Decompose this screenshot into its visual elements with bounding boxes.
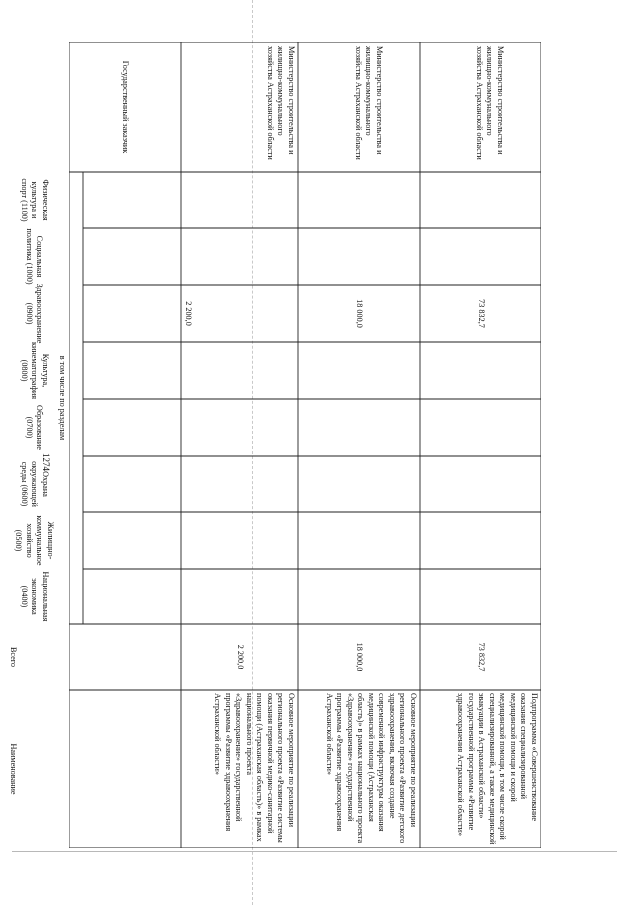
header-section-environment: Охрана окружающей среды (0600) xyxy=(19,461,50,507)
header-section-education: Образование (0700) xyxy=(25,405,45,450)
header-customer-cell xyxy=(69,42,181,172)
header-section-housing-cell xyxy=(0,512,83,569)
header-section-social-cell xyxy=(0,228,83,285)
table-row xyxy=(298,42,420,172)
row-health: 73 832,7 xyxy=(476,299,486,328)
header-section-culture-cell xyxy=(0,342,83,399)
row-customer: Министерство строительства и жилищно-коммунального хозяйства Астраханской области xyxy=(354,46,384,160)
row-customer: Министерство строительства и жилищно-коммунального хозяйства Астраханской области xyxy=(266,46,296,160)
row-total-cell xyxy=(298,624,420,690)
row-health: 2 200,0 xyxy=(184,301,194,326)
row-total: 2 200,0 xyxy=(235,644,245,670)
row-name: Подпрограмма «Совершенствование оказания специализированной медицинской помощи и скорой медицинской помощи, в том числе скорой специализированной, а также медицинской эвакуации в Астраханской области» государственной программы «Развитие здравоохранения Астраханской области» xyxy=(456,693,539,845)
header-section-economy-cell xyxy=(0,569,83,624)
table-row xyxy=(420,42,541,172)
header-section-health-cell xyxy=(0,285,83,342)
row-name: Основное мероприятие по реализации регионального проекта «Развитие детского здравоохранения, включая создание современной инфраструктуры оказания медицинской помощи (Астраханская область)» в рамках национального проекта «Здравоохранение» государственной программы «Развитие здравоохранения Астраханской области» xyxy=(325,693,418,844)
row-health-cell xyxy=(181,285,298,342)
scan-bottom-line xyxy=(12,851,617,852)
row-name-cell xyxy=(181,690,298,848)
row-customer: Министерство строительства и жилищно-коммунального хозяйства Астраханской области xyxy=(475,46,505,160)
row-total: 18 000,0 xyxy=(355,642,365,672)
header-group-cell xyxy=(55,172,69,624)
header-section-sport: Физическая культура и спорт (1100) xyxy=(19,178,50,222)
row-name: Основное мероприятие по реализации регионального проекта «Развитие системы оказания первичной медико-санитарной помощи (Астраханская область)» в рамках национального проекта «Здравоохранение» государственной программы «Развитие здравоохранения Астраханской области» xyxy=(213,693,296,843)
row-health-cell xyxy=(420,285,541,342)
header-total: Всего xyxy=(9,646,19,668)
row-name-cell xyxy=(420,690,541,848)
header-total-cell xyxy=(0,624,69,690)
header-section-environment-cell xyxy=(0,456,83,512)
table-row xyxy=(181,42,298,172)
header-section-health: Здравоохранение (0900) xyxy=(25,283,45,344)
header-section-economy: Национальная экономика (0400) xyxy=(19,571,50,622)
row-total-cell xyxy=(181,624,298,690)
header-section-housing: Жилищно-коммунальное хозяйство (0500) xyxy=(14,515,55,566)
row-health: 18 000,0 xyxy=(355,299,365,328)
header-section-sport-cell xyxy=(0,172,83,228)
header-section-education-cell xyxy=(0,399,83,456)
row-total-cell xyxy=(420,624,541,690)
row-name-cell xyxy=(298,690,420,848)
header-name-cell xyxy=(0,690,69,848)
row-health-cell xyxy=(298,285,420,342)
header-section-culture: Культура, кинематография (0800) xyxy=(19,342,50,400)
header-customer: Государственный заказчик xyxy=(121,60,131,154)
header-section-social: Социальная политика (1000) xyxy=(25,228,45,285)
page-number: 1274 xyxy=(41,453,51,471)
header-group: в том числе по разделам xyxy=(58,355,68,441)
row-total: 73 832,7 xyxy=(476,642,486,672)
header-name: Наименование xyxy=(9,743,19,795)
